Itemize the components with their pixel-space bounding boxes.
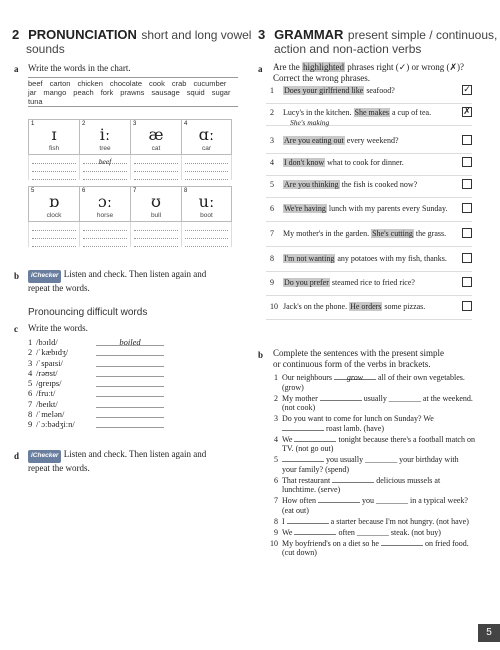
word-box-item: squid [186, 87, 205, 97]
highlighted-phrase: He orders [350, 302, 382, 311]
item-sentence: We tonight because there's a football match on TV. (not go out) [282, 434, 475, 453]
phoneme-symbol: ʊ [151, 192, 161, 211]
grammar-letter-a: a [258, 64, 263, 74]
list-item [28, 337, 164, 347]
check-box[interactable] [462, 157, 472, 167]
vowel-chart-row-2 [28, 186, 232, 222]
list-item [270, 476, 475, 495]
cell-number: 7 [133, 188, 137, 194]
item-number: 5 [270, 180, 274, 189]
item-number: 6 [270, 204, 274, 213]
answer-cell[interactable] [79, 155, 130, 180]
phonetic-transcription: /rəʊst/ [36, 367, 58, 378]
phoneme-symbol: æ [148, 125, 164, 144]
list-item [270, 373, 475, 392]
word-box-item: sugar [211, 87, 231, 97]
exercise-letter-d: d [14, 451, 20, 461]
section-title: GRAMMAR [274, 27, 344, 42]
highlighted-phrase: We're having [284, 204, 326, 213]
item-number: 7 [28, 398, 33, 409]
grammar-item [266, 82, 472, 104]
grammar-item [266, 250, 472, 272]
correction-text: She's making [290, 118, 330, 127]
cell-number: 5 [31, 188, 35, 194]
list-item [28, 347, 164, 357]
exercise-d-instruction: iChecker Listen and check. Then listen again and repeat the words. [28, 449, 207, 473]
phoneme-symbol: ɔː [97, 192, 113, 211]
list-item [28, 358, 164, 368]
word-box-item: prawns [120, 87, 145, 97]
phoneme-symbol: ɑː [198, 125, 215, 144]
answer-field[interactable] [320, 394, 362, 401]
item-number: 3 [270, 136, 274, 145]
answer-field[interactable] [381, 539, 423, 546]
sound-picture-label: boot [200, 212, 213, 219]
answer-cell[interactable] [181, 222, 232, 247]
difficult-words-heading: Pronouncing difficult words [28, 307, 148, 318]
item-number: 6 [28, 388, 33, 399]
vowel-cell [181, 119, 232, 155]
item-number: 10 [270, 538, 278, 548]
section-subtitle-line2: sounds [26, 42, 65, 56]
answer-cell[interactable] [130, 222, 181, 247]
phoneme-symbol: ɒ [48, 192, 60, 211]
grammar-a-list [266, 82, 472, 342]
phonetic-transcription: /ˈɔːbədʒiːn/ [36, 419, 75, 430]
answer-field[interactable] [96, 359, 164, 367]
list-item [28, 399, 164, 409]
answer-cell[interactable] [130, 155, 181, 180]
list-item [270, 528, 475, 538]
item-number: 3 [28, 357, 33, 368]
section-number: 3 [258, 27, 266, 42]
item-sentence: We often ________ steak. (not buy) [282, 527, 441, 537]
answer-field[interactable] [282, 424, 324, 431]
answer-field[interactable] [294, 528, 336, 535]
highlighted-phrase: She makes [354, 108, 389, 117]
item-number: 7 [274, 496, 278, 505]
exercise-letter-a: a [14, 64, 19, 74]
answer-field[interactable]: boiled [96, 338, 164, 346]
word-box-item: carton [49, 78, 71, 88]
word-box-item: chicken [77, 78, 103, 88]
item-sentence: Does your girlfriend like seafood? [284, 86, 395, 95]
page-number: 5 [478, 624, 500, 642]
item-number: 1 [270, 86, 274, 95]
phonetic-transcription: /fruːt/ [36, 388, 56, 399]
item-sentence: Jack's on the phone. He orders some pizzas. [283, 302, 426, 311]
word-box-item: beef [28, 78, 43, 88]
item-number: 3 [274, 414, 278, 423]
section-title: PRONUNCIATION [28, 27, 137, 42]
item-sentence: Our neighbours grow all of their own vegetables. (grow) [282, 373, 465, 392]
check-box[interactable] [462, 135, 472, 145]
item-number: 1 [274, 373, 278, 382]
section-subtitle-line2: action and non-action verbs [274, 42, 422, 56]
word-box-item: cucumber [193, 78, 227, 88]
vowel-cell [79, 186, 130, 222]
vowel-cell [130, 119, 181, 155]
answer-field[interactable]: grow [334, 373, 376, 380]
check-box[interactable] [462, 253, 472, 263]
answer-field[interactable] [96, 420, 164, 428]
ichecker-badge[interactable]: iChecker [28, 450, 61, 463]
check-box[interactable] [462, 277, 472, 287]
item-number: 9 [270, 278, 274, 287]
word-box-item: tuna [28, 96, 43, 106]
cell-number: 3 [133, 121, 137, 127]
item-number: 2 [28, 347, 33, 358]
list-item [28, 409, 164, 419]
word-box-item: fork [100, 87, 114, 97]
answer-field[interactable] [294, 435, 336, 442]
item-number: 8 [28, 409, 33, 420]
cell-number: 2 [82, 121, 86, 127]
exercise-letter-c: c [14, 324, 18, 334]
check-box[interactable] [462, 301, 472, 311]
sound-picture-label: horse [96, 212, 114, 219]
exercise-a-instruction: Write the words in the chart. [28, 63, 131, 73]
sound-picture-label: cat [151, 145, 161, 152]
item-number: 10 [270, 302, 278, 311]
check-box[interactable] [462, 228, 472, 238]
item-sentence: We're having lunch with my parents every Sunday. [284, 204, 448, 213]
list-item [270, 496, 475, 515]
word-box [28, 77, 238, 107]
cell-number: 8 [184, 188, 188, 194]
item-sentence: you usually ________ your birthday with your family? (spend) [282, 455, 459, 474]
cell-number: 4 [184, 121, 188, 127]
grammar-item [266, 104, 472, 126]
sound-picture-label: fish [48, 145, 60, 152]
exercise-letter-b: b [14, 271, 20, 281]
list-item [270, 455, 475, 474]
phonetic-transcription: /ˈspaɪsi/ [36, 357, 63, 368]
ichecker-badge[interactable]: iChecker [28, 270, 61, 283]
answer-cell[interactable] [28, 222, 79, 247]
item-sentence: How often you ________ in a typical week? (eat out) [282, 496, 468, 515]
item-sentence: I a starter because I'm not hungry. (not have) [282, 516, 469, 526]
list-item [270, 394, 475, 413]
phonetic-list [28, 337, 164, 430]
item-sentence: I don't know what to cook for dinner. [284, 158, 404, 167]
list-item [270, 539, 475, 558]
item-number: 1 [28, 337, 33, 347]
answer-lines-row-2 [28, 222, 232, 247]
phonetic-transcription: /bɔɪld/ [36, 337, 58, 347]
item-number: 9 [274, 527, 278, 537]
highlighted-phrase: She's cutting [372, 229, 413, 238]
check-box[interactable] [462, 203, 472, 213]
answer-field[interactable] [96, 400, 164, 408]
item-number: 8 [270, 254, 274, 263]
highlighted-phrase: I'm not wanting [284, 254, 335, 263]
phonetic-transcription: /ˈmelən/ [36, 409, 65, 420]
answer-field[interactable] [96, 348, 164, 356]
item-number: 5 [274, 455, 278, 464]
grammar-item [266, 154, 472, 176]
check-box[interactable]: ✓ [463, 85, 471, 95]
word-box-item: chocolate [109, 78, 143, 88]
highlighted-phrase: Does your girlfriend like [284, 86, 364, 95]
phoneme-symbol: ɪ [51, 125, 57, 144]
list-item [270, 414, 475, 433]
vowel-cell [28, 119, 79, 155]
vowel-cell [79, 119, 130, 155]
answer-field[interactable] [96, 379, 164, 387]
grammar-b-list [270, 373, 475, 559]
sound-picture-label: tree [99, 145, 111, 152]
vowel-cell [181, 186, 232, 222]
item-number: 5 [28, 378, 33, 389]
word-box-item: sausage [151, 87, 180, 97]
grammar-item [266, 132, 472, 154]
grammar-a-instruction: Are the highlighted phrases right (✓) or wrong (✗)? Correct the wrong phrases. [273, 62, 465, 83]
item-sentence: Are you thinking the fish is cooked now? [284, 180, 418, 189]
list-item [28, 368, 164, 378]
item-sentence: I'm not wanting any potatoes with my fish, thanks. [284, 254, 447, 263]
sound-picture-label: clock [46, 212, 62, 219]
grammar-item [266, 200, 472, 222]
cell-number: 6 [82, 188, 86, 194]
check-box[interactable] [462, 179, 472, 189]
exercise-c-instruction: Write the words. [28, 323, 88, 333]
word-box-item: mango [43, 87, 67, 97]
item-number: 2 [270, 108, 274, 117]
section-subtitle: short and long vowel [141, 28, 252, 42]
vowel-cell [28, 186, 79, 222]
item-number: 4 [274, 434, 278, 444]
word-box-item: cook [149, 78, 165, 88]
item-sentence: That restaurant delicious mussels at lunchtime. (serve) [282, 475, 441, 494]
answer-field[interactable] [96, 369, 164, 377]
phonetic-transcription: /beɪkt/ [36, 398, 58, 409]
item-sentence: My mother usually ________ at the weekend. (not cook) [282, 393, 473, 412]
list-item [28, 419, 164, 429]
item-sentence: Do you want to come for lunch on Sunday? We roast lamb. (have) [282, 414, 434, 433]
grammar-item [266, 176, 472, 198]
grammar-letter-b: b [258, 350, 264, 360]
item-number: 4 [270, 158, 274, 167]
word-box-item: peach [73, 87, 94, 97]
phonetic-transcription: /ɡreɪps/ [36, 378, 62, 389]
list-item [270, 435, 475, 454]
list-item [28, 378, 164, 388]
sound-picture-label: car [201, 145, 212, 152]
grammar-item [266, 225, 472, 247]
section-subtitle: present simple / continuous, [347, 28, 498, 42]
grammar-item [266, 298, 472, 320]
list-item [270, 517, 475, 527]
phoneme-symbol: uː [198, 192, 215, 211]
grammar-b-instruction: Complete the sentences with the present simple or continuous form of the verbs in brackets. [273, 348, 444, 369]
item-sentence: Lucy's in the kitchen. She makes a cup of tea. [283, 108, 432, 117]
word-box-item: jar [28, 87, 37, 97]
item-sentence: My mother's in the garden. She's cutting the grass. [283, 229, 447, 238]
phoneme-symbol: iː [99, 125, 111, 144]
answer-field[interactable] [96, 410, 164, 418]
vowel-chart-row-1 [28, 119, 232, 155]
answer-field[interactable] [282, 455, 324, 462]
sound-picture-label: bull [150, 212, 162, 219]
word-box-item: crab [171, 78, 187, 88]
list-item [28, 388, 164, 398]
answer-field[interactable] [287, 517, 329, 524]
section-number: 2 [12, 27, 20, 42]
item-number: 4 [28, 367, 33, 378]
example-answer: beef [98, 157, 112, 166]
highlighted-phrase: Are you thinking [284, 180, 339, 189]
highlighted-phrase: Do you prefer [284, 278, 329, 287]
pronunciation-heading [12, 28, 252, 56]
answer-cell[interactable] [79, 222, 130, 247]
answer-field[interactable] [332, 476, 374, 483]
cell-number: 1 [31, 121, 35, 127]
answer-cell[interactable] [181, 155, 232, 180]
item-sentence: My boyfriend's on a diet so he on fried food. (cut down) [282, 538, 469, 557]
item-number: 2 [274, 393, 278, 403]
item-sentence: Are you eating out every weekend? [284, 136, 399, 145]
highlighted-phrase: Are you eating out [284, 136, 344, 145]
answer-field[interactable] [318, 496, 360, 503]
item-number: 6 [274, 475, 278, 485]
highlighted-phrase: I don't know [284, 158, 325, 167]
item-number: 8 [274, 516, 278, 526]
grammar-heading [258, 28, 498, 56]
grammar-item [266, 274, 472, 296]
answer-cell[interactable] [28, 155, 79, 180]
vowel-cell [130, 186, 181, 222]
check-box[interactable]: ✗ [463, 107, 471, 117]
item-sentence: Do you prefer steamed rice to fried rice? [284, 278, 415, 287]
item-number: 9 [28, 419, 33, 430]
answer-field[interactable] [96, 389, 164, 397]
phonetic-transcription: /ˈkæbɪdʒ/ [36, 347, 69, 358]
answer-lines-row-1 [28, 155, 232, 180]
exercise-b-instruction: iChecker Listen and check. Then listen again and repeat the words. [28, 269, 207, 293]
item-number: 7 [270, 229, 274, 238]
